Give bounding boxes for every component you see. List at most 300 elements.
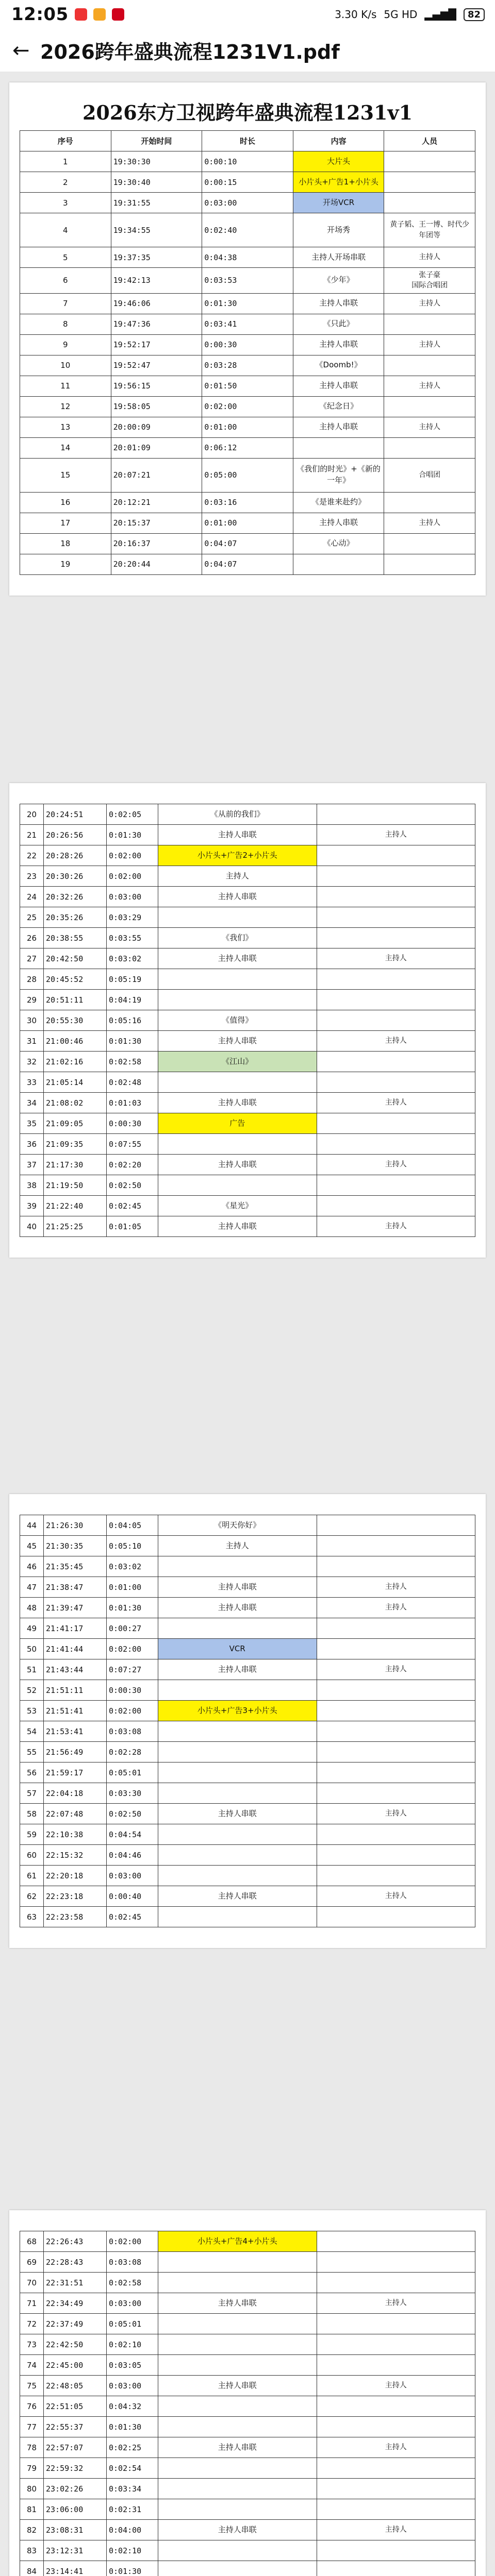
start-time: 21:51:41	[44, 1701, 107, 1721]
start-time: 21:30:35	[44, 1536, 107, 1556]
duration: 0:03:02	[107, 948, 158, 969]
start-time: 21:53:41	[44, 1721, 107, 1742]
duration: 0:03:28	[202, 355, 293, 376]
duration: 0:03:08	[107, 2252, 158, 2273]
row-number: 36	[20, 1134, 44, 1155]
performers	[317, 866, 475, 887]
duration: 0:00:40	[107, 1886, 158, 1907]
performers	[384, 151, 475, 172]
back-arrow-icon[interactable]: ←	[12, 38, 30, 62]
row-number: 46	[20, 1556, 44, 1577]
performers	[317, 2458, 475, 2479]
app-notification-icon	[75, 8, 87, 21]
program-content	[158, 2396, 317, 2417]
table-row	[20, 1072, 475, 1093]
program-content: 小片头+广告3+小片头	[158, 1701, 317, 1721]
row-number: 15	[20, 458, 111, 492]
start-time: 20:07:21	[111, 458, 202, 492]
table-row	[20, 907, 475, 928]
row-number: 3	[20, 193, 111, 213]
table-row	[20, 314, 475, 334]
start-time: 22:28:43	[44, 2252, 107, 2273]
performers	[317, 2231, 475, 2252]
start-time: 23:02:26	[44, 2479, 107, 2499]
table-row	[20, 1762, 475, 1783]
table-row	[20, 2293, 475, 2314]
row-number: 57	[20, 1783, 44, 1804]
table-row	[20, 293, 475, 314]
start-time: 19:42:13	[111, 268, 202, 294]
column-header: 人员	[384, 131, 475, 151]
start-time: 23:12:31	[44, 2540, 107, 2561]
performers	[317, 1052, 475, 1072]
table-row	[20, 804, 475, 825]
program-content	[158, 2417, 317, 2437]
start-time: 19:34:55	[111, 213, 202, 247]
performers: 主持人	[384, 247, 475, 268]
duration: 0:03:41	[202, 314, 293, 334]
performers: 主持人	[384, 417, 475, 437]
start-time: 22:34:49	[44, 2293, 107, 2314]
start-time: 22:31:51	[44, 2273, 107, 2293]
duration: 0:03:16	[202, 492, 293, 513]
start-time: 20:45:52	[44, 969, 107, 990]
start-time: 21:41:44	[44, 1639, 107, 1659]
duration: 0:03:05	[107, 2355, 158, 2376]
row-number: 80	[20, 2479, 44, 2499]
duration: 0:02:45	[107, 1196, 158, 1216]
duration: 0:00:27	[107, 1618, 158, 1639]
row-number: 58	[20, 1804, 44, 1824]
row-number: 39	[20, 1196, 44, 1216]
performers	[317, 2479, 475, 2499]
program-content: 主持人串联	[293, 376, 384, 396]
program-content: 主持人串联	[158, 2520, 317, 2540]
row-number: 82	[20, 2520, 44, 2540]
program-content: 《星光》	[158, 1196, 317, 1216]
performers	[317, 2273, 475, 2293]
row-number: 9	[20, 334, 111, 355]
performers: 主持人	[384, 376, 475, 396]
start-time: 19:52:47	[111, 355, 202, 376]
row-number: 48	[20, 1598, 44, 1618]
start-time: 22:23:58	[44, 1907, 107, 1927]
duration: 0:05:00	[202, 458, 293, 492]
table-row	[20, 1155, 475, 1175]
table-row	[20, 213, 475, 247]
table-row	[20, 2334, 475, 2355]
table-row	[20, 1598, 475, 1618]
table-row	[20, 1721, 475, 1742]
duration: 0:04:38	[202, 247, 293, 268]
table-row	[20, 2314, 475, 2334]
table-row	[20, 533, 475, 554]
row-number: 14	[20, 437, 111, 458]
duration: 0:04:19	[107, 990, 158, 1010]
program-content	[293, 437, 384, 458]
start-time: 19:30:30	[111, 151, 202, 172]
start-time: 20:51:11	[44, 990, 107, 1010]
table-row	[20, 825, 475, 845]
performers	[317, 1701, 475, 1721]
table-row	[20, 2355, 475, 2376]
duration: 0:04:00	[107, 2520, 158, 2540]
start-time: 20:00:09	[111, 417, 202, 437]
table-row	[20, 1639, 475, 1659]
program-content	[158, 2561, 317, 2576]
start-time: 21:22:40	[44, 1196, 107, 1216]
performers	[317, 887, 475, 907]
program-content: 广告	[158, 1113, 317, 1134]
program-content: 主持人串联	[158, 1659, 317, 1680]
performers	[317, 1515, 475, 1536]
table-row	[20, 969, 475, 990]
program-content: 大片头	[293, 151, 384, 172]
program-content: 《明天你好》	[158, 1515, 317, 1536]
row-number: 2	[20, 172, 111, 193]
program-content: 《Doomb!》	[293, 355, 384, 376]
table-header-row	[20, 131, 475, 151]
row-number: 51	[20, 1659, 44, 1680]
program-content	[158, 1824, 317, 1845]
start-time: 21:19:50	[44, 1175, 107, 1196]
program-content	[158, 2314, 317, 2334]
duration: 0:00:10	[202, 151, 293, 172]
performers	[317, 2314, 475, 2334]
table-row	[20, 1907, 475, 1927]
performers: 主持人	[317, 825, 475, 845]
duration: 0:03:00	[107, 2376, 158, 2396]
program-content: 主持人串联	[293, 417, 384, 437]
start-time: 20:42:50	[44, 948, 107, 969]
program-content: 《江山》	[158, 1052, 317, 1072]
program-content	[158, 1783, 317, 1804]
row-number: 27	[20, 948, 44, 969]
start-time: 22:10:38	[44, 1824, 107, 1845]
duration: 0:04:46	[107, 1845, 158, 1866]
program-content: 《我们》	[158, 928, 317, 948]
pdf-page	[9, 2210, 486, 2576]
duration: 0:04:54	[107, 1824, 158, 1845]
row-number: 8	[20, 314, 111, 334]
performers	[317, 1721, 475, 1742]
performers: 主持人	[317, 1031, 475, 1052]
duration: 0:07:55	[107, 1134, 158, 1155]
duration: 0:02:00	[107, 1701, 158, 1721]
row-number: 1	[20, 151, 111, 172]
duration: 0:06:12	[202, 437, 293, 458]
performers	[317, 2355, 475, 2376]
row-number: 56	[20, 1762, 44, 1783]
start-time: 22:55:37	[44, 2417, 107, 2437]
performers	[317, 2417, 475, 2437]
duration: 0:05:19	[107, 969, 158, 990]
app-bar	[0, 29, 495, 72]
performers	[317, 1175, 475, 1196]
row-number: 17	[20, 513, 111, 533]
row-number: 63	[20, 1907, 44, 1927]
program-content	[158, 2540, 317, 2561]
start-time: 21:26:30	[44, 1515, 107, 1536]
performers: 黄子韬、王一博、时代少年团等	[384, 213, 475, 247]
performers	[317, 1783, 475, 1804]
program-content	[158, 1556, 317, 1577]
duration: 0:04:07	[202, 533, 293, 554]
start-time: 22:48:05	[44, 2376, 107, 2396]
row-number: 24	[20, 887, 44, 907]
table-row	[20, 928, 475, 948]
signal-icon: ▂▄▆█	[424, 8, 456, 21]
program-content: 小片头+广告4+小片头	[158, 2231, 317, 2252]
duration: 0:02:00	[107, 845, 158, 866]
program-content: 主持人串联	[293, 293, 384, 314]
program-content	[158, 1762, 317, 1783]
duration: 0:02:25	[107, 2437, 158, 2458]
table-row	[20, 2479, 475, 2499]
start-time: 19:46:06	[111, 293, 202, 314]
performers: 主持人	[384, 293, 475, 314]
program-content: 主持人串联	[158, 1804, 317, 1824]
row-number: 10	[20, 355, 111, 376]
performers	[317, 1196, 475, 1216]
program-content	[158, 907, 317, 928]
start-time: 20:38:55	[44, 928, 107, 948]
performers	[317, 990, 475, 1010]
performers	[317, 1639, 475, 1659]
duration: 0:03:29	[107, 907, 158, 928]
program-content: 《是谁来赴约》	[293, 492, 384, 513]
program-content	[158, 2334, 317, 2355]
row-number: 5	[20, 247, 111, 268]
performers	[317, 845, 475, 866]
table-row	[20, 193, 475, 213]
start-time: 22:59:32	[44, 2458, 107, 2479]
row-number: 37	[20, 1155, 44, 1175]
performers	[317, 1907, 475, 1927]
duration: 0:02:54	[107, 2458, 158, 2479]
table-row	[20, 1113, 475, 1134]
program-content: 主持人串联	[158, 887, 317, 907]
table-row	[20, 2396, 475, 2417]
duration: 0:02:45	[107, 1907, 158, 1927]
start-time: 19:30:40	[111, 172, 202, 193]
network-type: 5G HD	[384, 8, 418, 21]
table-row	[20, 1680, 475, 1701]
program-content: 主持人串联	[158, 825, 317, 845]
program-content	[158, 1845, 317, 1866]
row-number: 54	[20, 1721, 44, 1742]
table-row	[20, 2417, 475, 2437]
schedule-table	[20, 130, 475, 575]
app-notification-icon	[93, 8, 106, 21]
row-number: 72	[20, 2314, 44, 2334]
row-number: 22	[20, 845, 44, 866]
start-time: 22:45:00	[44, 2355, 107, 2376]
performers	[317, 1618, 475, 1639]
performers: 主持人	[317, 1577, 475, 1598]
program-content: 主持人	[158, 866, 317, 887]
start-time: 20:16:37	[111, 533, 202, 554]
performers: 合唱团	[384, 458, 475, 492]
table-row	[20, 2273, 475, 2293]
row-number: 29	[20, 990, 44, 1010]
duration: 0:01:30	[107, 1598, 158, 1618]
program-content	[158, 1742, 317, 1762]
row-number: 62	[20, 1886, 44, 1907]
start-time: 22:26:43	[44, 2231, 107, 2252]
table-row	[20, 1031, 475, 1052]
program-content: 开场VCR	[293, 193, 384, 213]
table-row	[20, 2540, 475, 2561]
performers	[317, 1113, 475, 1134]
table-row	[20, 151, 475, 172]
table-row	[20, 1536, 475, 1556]
row-number: 50	[20, 1639, 44, 1659]
row-number: 11	[20, 376, 111, 396]
pdf-viewer[interactable]	[0, 72, 495, 2576]
table-row	[20, 1886, 475, 1907]
program-content: 主持人串联	[158, 1886, 317, 1907]
row-number: 55	[20, 1742, 44, 1762]
start-time: 21:43:44	[44, 1659, 107, 1680]
duration: 0:02:10	[107, 2334, 158, 2355]
performers: 主持人	[317, 1598, 475, 1618]
row-number: 68	[20, 2231, 44, 2252]
program-content	[158, 1907, 317, 1927]
row-number: 79	[20, 2458, 44, 2479]
performers	[384, 314, 475, 334]
table-row	[20, 1742, 475, 1762]
table-row	[20, 417, 475, 437]
program-content: 主持人开场串联	[293, 247, 384, 268]
performers	[317, 1866, 475, 1886]
program-content	[158, 990, 317, 1010]
table-row	[20, 247, 475, 268]
performers	[317, 928, 475, 948]
start-time: 21:09:35	[44, 1134, 107, 1155]
program-content: 开场秀	[293, 213, 384, 247]
row-number: 33	[20, 1072, 44, 1093]
start-time: 20:20:44	[111, 554, 202, 574]
duration: 0:01:30	[107, 2417, 158, 2437]
start-time: 19:56:15	[111, 376, 202, 396]
program-content: 《少年》	[293, 268, 384, 294]
program-content: 主持人串联	[158, 1155, 317, 1175]
start-time: 22:23:18	[44, 1886, 107, 1907]
row-number: 53	[20, 1701, 44, 1721]
duration: 0:02:05	[107, 804, 158, 825]
table-row	[20, 2458, 475, 2479]
start-time: 20:24:51	[44, 804, 107, 825]
status-left	[11, 4, 124, 25]
table-row	[20, 887, 475, 907]
start-time: 22:51:05	[44, 2396, 107, 2417]
start-time: 21:56:49	[44, 1742, 107, 1762]
row-number: 21	[20, 825, 44, 845]
program-content: 《心动》	[293, 533, 384, 554]
performers	[317, 2499, 475, 2520]
row-number: 13	[20, 417, 111, 437]
performers	[317, 1010, 475, 1031]
start-time: 22:37:49	[44, 2314, 107, 2334]
program-content: 主持人串联	[158, 1577, 317, 1598]
program-content	[158, 2252, 317, 2273]
program-content: 主持人串联	[293, 334, 384, 355]
duration: 0:01:00	[202, 417, 293, 437]
program-content: 小片头+广告2+小片头	[158, 845, 317, 866]
program-content: 《纪念日》	[293, 396, 384, 417]
duration: 0:02:58	[107, 2273, 158, 2293]
performers: 主持人	[317, 1886, 475, 1907]
table-row	[20, 1804, 475, 1824]
duration: 0:01:05	[107, 1216, 158, 1237]
duration: 0:02:00	[202, 396, 293, 417]
duration: 0:02:20	[107, 1155, 158, 1175]
duration: 0:01:03	[107, 1093, 158, 1113]
performers	[317, 907, 475, 928]
row-number: 52	[20, 1680, 44, 1701]
start-time: 21:51:11	[44, 1680, 107, 1701]
row-number: 6	[20, 268, 111, 294]
duration: 0:05:01	[107, 1762, 158, 1783]
performers	[317, 2540, 475, 2561]
pdf-page	[9, 1494, 486, 1948]
duration: 0:01:30	[107, 825, 158, 845]
row-number: 35	[20, 1113, 44, 1134]
duration: 0:01:30	[107, 2561, 158, 2576]
start-time: 20:55:30	[44, 1010, 107, 1031]
program-content	[158, 2499, 317, 2520]
table-row	[20, 1824, 475, 1845]
row-number: 75	[20, 2376, 44, 2396]
duration: 0:00:30	[107, 1680, 158, 1701]
start-time: 21:05:14	[44, 1072, 107, 1093]
start-time: 23:06:00	[44, 2499, 107, 2520]
table-row	[20, 1618, 475, 1639]
document-title: 2026跨年盛典流程1231V1.pdf	[40, 41, 340, 63]
duration: 0:02:31	[107, 2499, 158, 2520]
row-number: 20	[20, 804, 44, 825]
performers: 主持人	[317, 1659, 475, 1680]
schedule-table	[20, 2231, 475, 2576]
program-content	[158, 1175, 317, 1196]
row-number: 32	[20, 1052, 44, 1072]
program-content	[158, 1072, 317, 1093]
program-content	[158, 2355, 317, 2376]
program-content	[158, 1680, 317, 1701]
table-row	[20, 334, 475, 355]
row-number: 4	[20, 213, 111, 247]
start-time: 20:26:56	[44, 825, 107, 845]
program-content: 主持人	[158, 1536, 317, 1556]
performers	[317, 2252, 475, 2273]
program-content: 《从前的我们》	[158, 804, 317, 825]
row-number: 34	[20, 1093, 44, 1113]
performers: 主持人	[384, 513, 475, 533]
performers: 主持人	[317, 948, 475, 969]
table-row	[20, 1659, 475, 1680]
row-number: 38	[20, 1175, 44, 1196]
table-row	[20, 172, 475, 193]
start-time: 22:15:32	[44, 1845, 107, 1866]
table-row	[20, 2437, 475, 2458]
performers	[384, 437, 475, 458]
table-row	[20, 1196, 475, 1216]
duration: 0:03:55	[107, 928, 158, 948]
start-time: 20:01:09	[111, 437, 202, 458]
program-content	[158, 2458, 317, 2479]
column-header: 时长	[202, 131, 293, 151]
